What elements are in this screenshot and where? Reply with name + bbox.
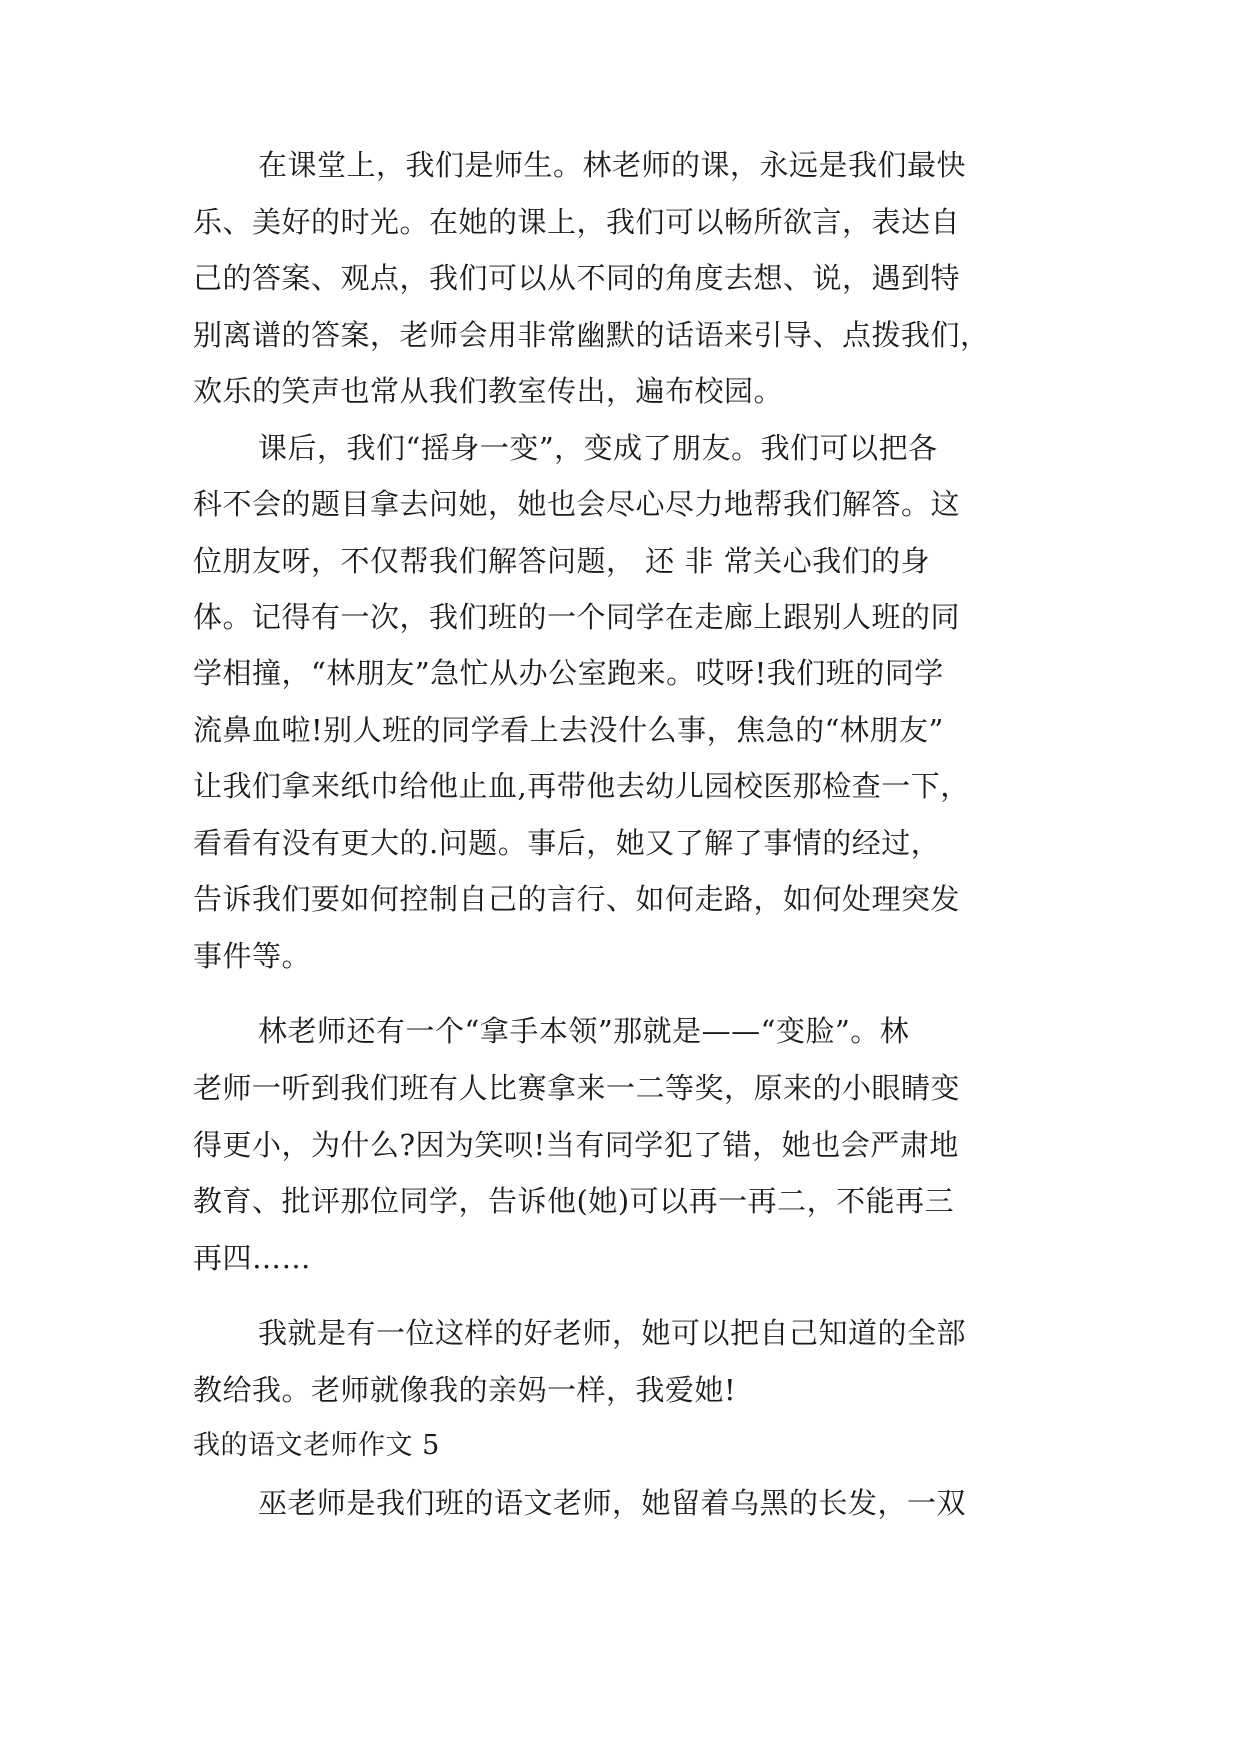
paragraph-line: 教给我。老师就像我的亲妈一样，我爱她!: [193, 1373, 737, 1407]
paragraph-line: 老师一听到我们班有人比赛拿来一二等奖，原来的小眼睛变: [193, 1071, 961, 1105]
paragraph-line: 让我们拿来纸巾给他止血,再带他去幼儿园校医那检查一下，: [193, 769, 970, 803]
paragraph-line: 得更小，为什么?因为笑呗!当有同学犯了错，她也会严肃地: [193, 1128, 959, 1162]
paragraph-line: 林老师还有一个“拿手本领”那就是——“变脸”。林: [258, 1014, 910, 1048]
paragraph-line: 再四……: [193, 1241, 312, 1275]
paragraph-line: 学相撞，“林朋友”急忙从办公室跑来。哎呀!我们班的同学: [193, 656, 944, 690]
paragraph-line: 在课堂上，我们是师生。林老师的课，永远是我们最快: [258, 148, 967, 182]
paragraph-line: 我就是有一位这样的好老师，她可以把自己知道的全部: [258, 1316, 967, 1350]
paragraph-line: 欢乐的笑声也常从我们教室传出，遍布校园。: [193, 374, 784, 408]
paragraph-line: 事件等。: [193, 939, 312, 973]
paragraph-line: 己的答案、观点，我们可以从不同的角度去想、说，遇到特: [193, 261, 961, 295]
paragraph-line: 位朋友呀，不仅帮我们解答问题， 还 非 常关心我们的身: [193, 544, 931, 578]
paragraph-line: 体。记得有一次，我们班的一个同学在走廊上跟别人班的同: [193, 600, 961, 634]
paragraph-line: 流鼻血啦!别人班的同学看上去没什么事，焦急的“林朋友”: [193, 713, 944, 747]
paragraph-line: 乐、美好的时光。在她的课上，我们可以畅所欲言，表达自: [193, 205, 961, 239]
paragraph-line: 告诉我们要如何控制自己的言行、如何走路，如何处理突发: [193, 882, 961, 916]
paragraph-line: 科不会的题目拿去问她，她也会尽心尽力地帮我们解答。这: [193, 487, 961, 521]
paragraph-line: 课后，我们“摇身一变”，变成了朋友。我们可以把各: [258, 431, 938, 465]
paragraph-line: 看看有没有更大的.问题。事后，她又了解了事情的经过，: [193, 826, 941, 860]
paragraph-line: 巫老师是我们班的语文老师，她留着乌黑的长发，一双: [258, 1486, 967, 1520]
paragraph-line: 教育、批评那位同学，告诉他(她)可以再一再二，不能再三: [193, 1184, 955, 1218]
section-heading: 我的语文老师作文 5: [193, 1430, 440, 1461]
paragraph-line: 别离谱的答案，老师会用非常幽默的话语来引导、点拨我们，: [193, 318, 990, 352]
